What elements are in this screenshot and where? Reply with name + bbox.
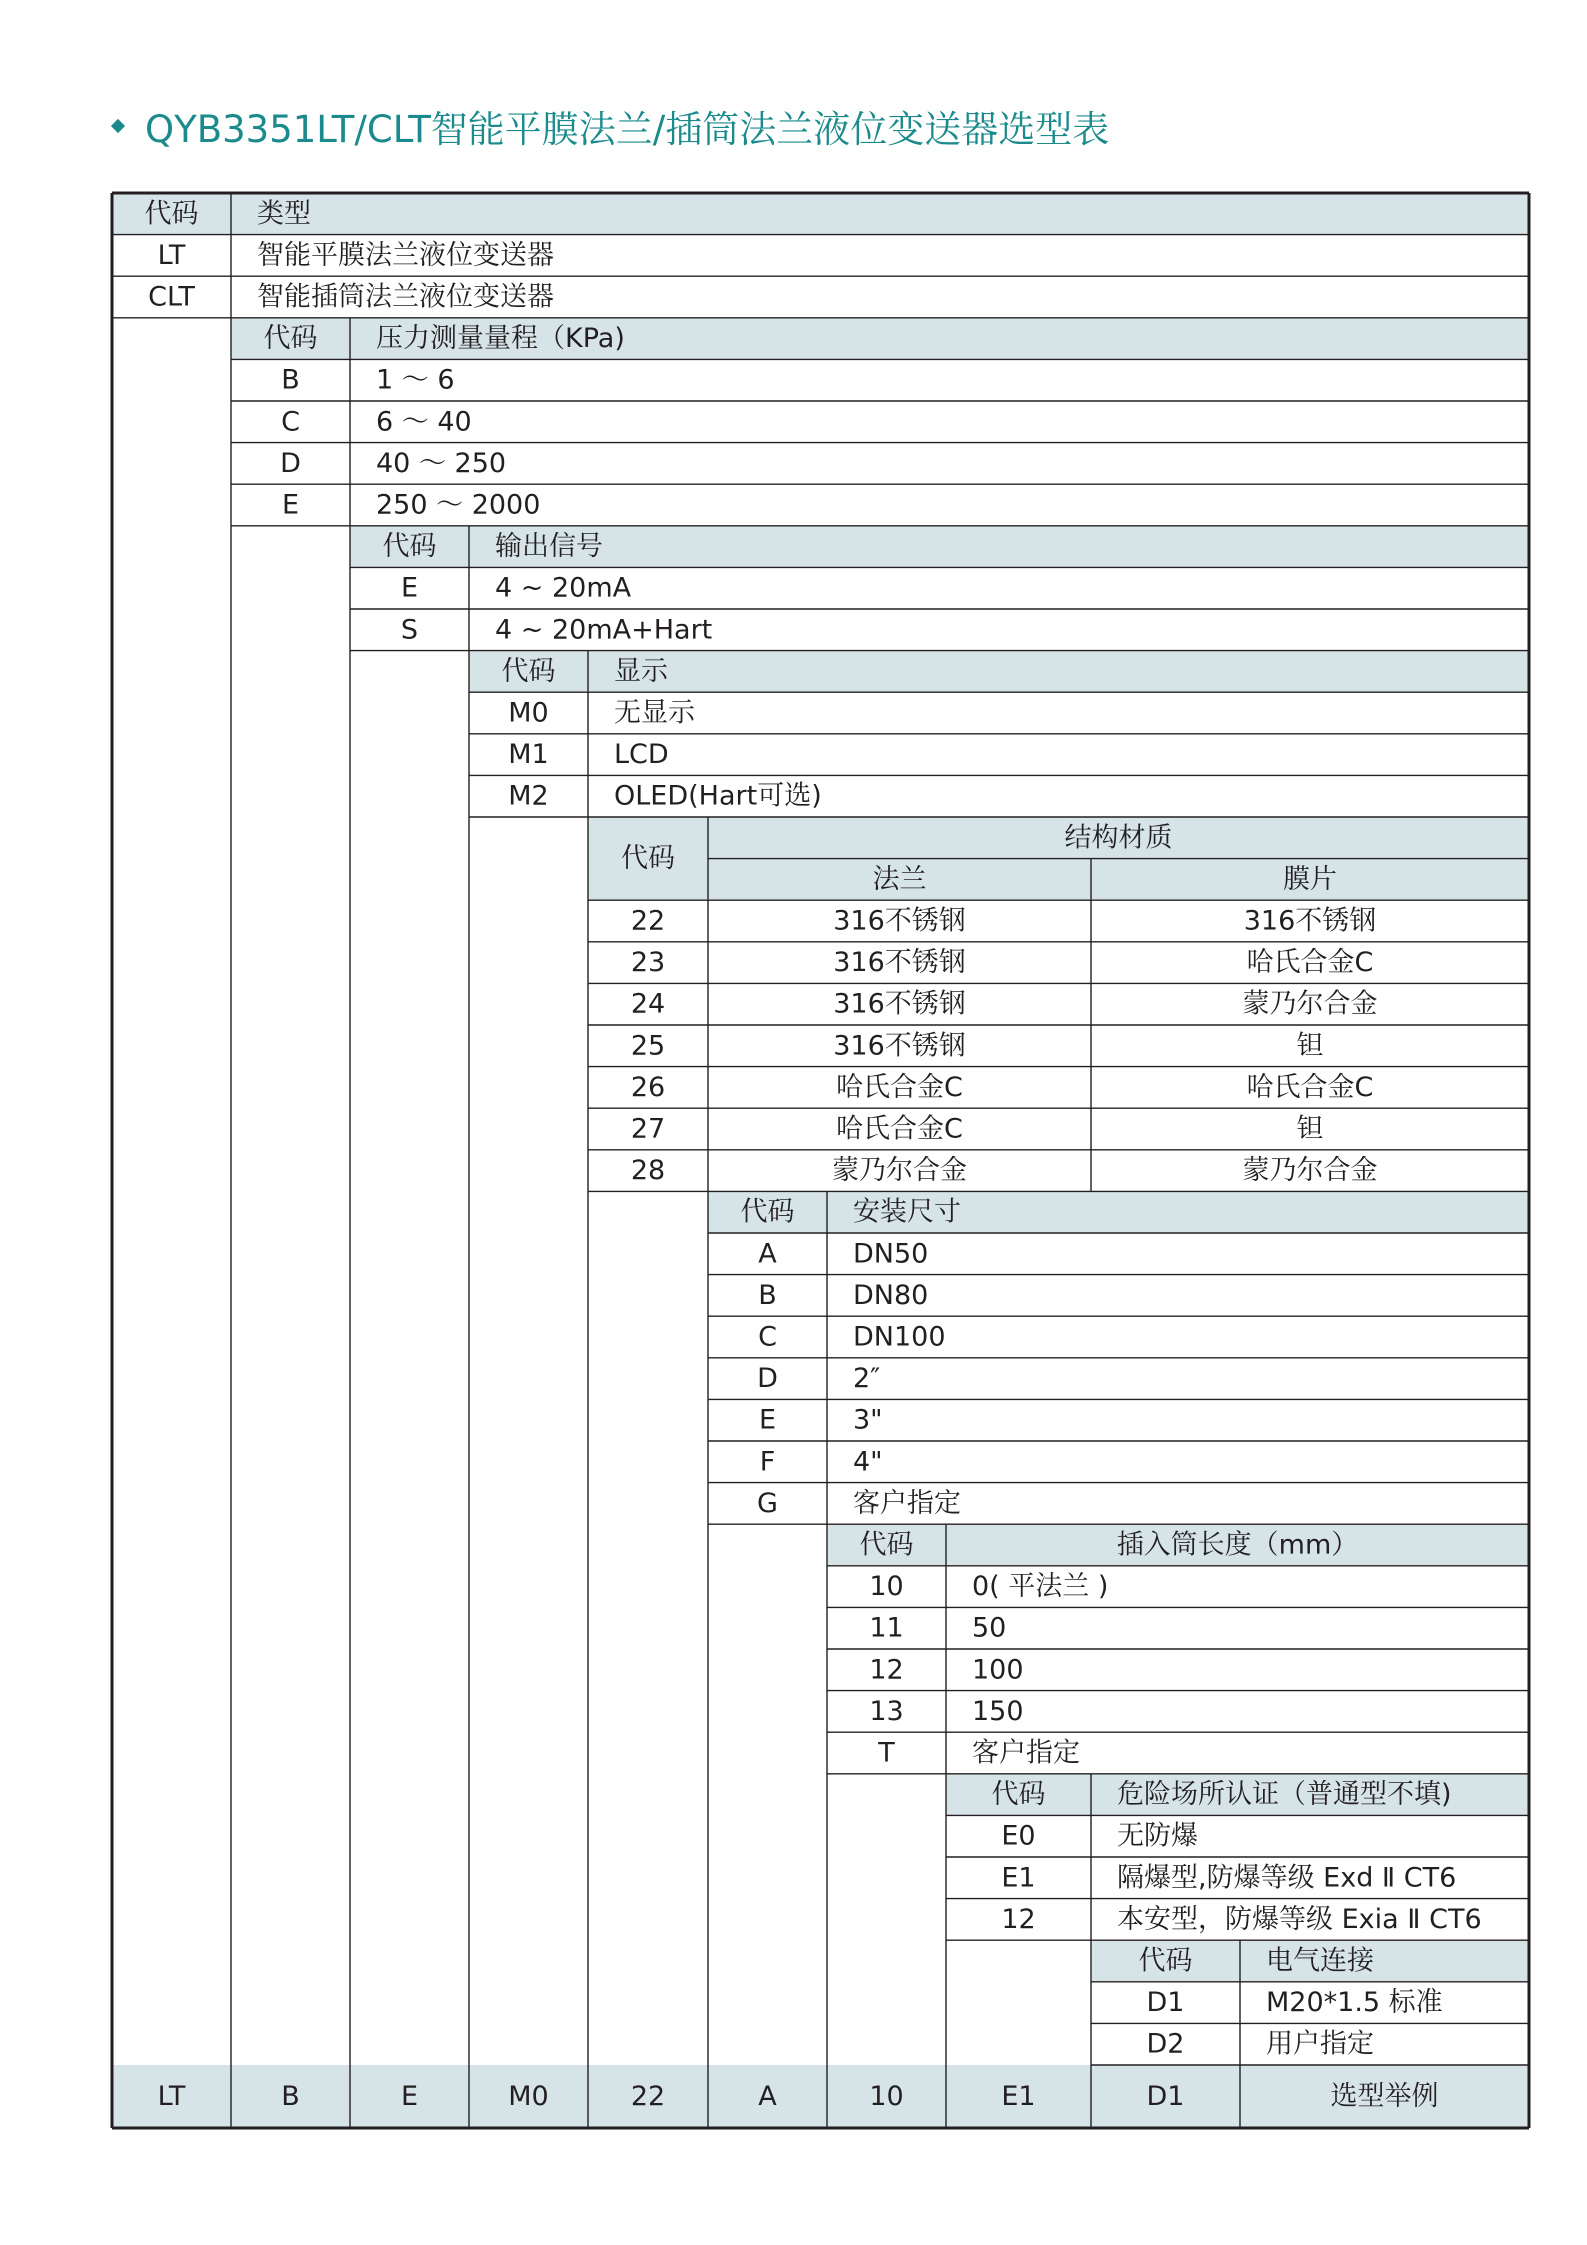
header-label: 输出信号 bbox=[495, 531, 603, 563]
header-code: 代码 bbox=[144, 198, 199, 230]
row-code: D bbox=[280, 447, 301, 479]
row-value: 客户指定 bbox=[853, 1487, 961, 1519]
row-value: 本安型，防爆等级 Exia Ⅱ CT6 bbox=[1117, 1903, 1482, 1935]
header-fill bbox=[112, 193, 1529, 235]
row-code: A bbox=[758, 1238, 777, 1270]
header-code: 代码 bbox=[859, 1529, 914, 1561]
row-value: 隔爆型,防爆等级 Exd Ⅱ CT6 bbox=[1117, 1862, 1457, 1894]
row-flange: 哈氏合金C bbox=[836, 1113, 963, 1145]
row-value: 4" bbox=[853, 1446, 883, 1478]
row-code: S bbox=[400, 614, 419, 646]
row-value: 用户指定 bbox=[1266, 2028, 1374, 2060]
row-value: 4 ~ 20mA+Hart bbox=[495, 614, 713, 646]
header-label: 危险场所认证（普通型不填) bbox=[1117, 1779, 1452, 1811]
row-diaphragm: 哈氏合金C bbox=[1246, 947, 1374, 979]
example-cell: 10 bbox=[869, 2081, 904, 2112]
example-cell: E bbox=[400, 2081, 419, 2112]
row-code: CLT bbox=[148, 281, 195, 313]
example-cell: E1 bbox=[1001, 2081, 1036, 2112]
row-value: 100 bbox=[972, 1654, 1024, 1686]
row-value: 无显示 bbox=[614, 697, 695, 729]
row-value: OLED(Hart可选) bbox=[614, 780, 822, 812]
row-code: 25 bbox=[630, 1030, 666, 1062]
row-value: 3" bbox=[853, 1404, 883, 1436]
row-value: 0( 平法兰 ) bbox=[972, 1571, 1109, 1603]
row-code: E bbox=[281, 489, 300, 521]
header-group: 结构材质 bbox=[1064, 822, 1173, 854]
row-code: C bbox=[758, 1321, 777, 1353]
row-code: 26 bbox=[630, 1071, 666, 1103]
row-value: 1 ～ 6 bbox=[376, 364, 455, 396]
header-code: 代码 bbox=[1138, 1945, 1193, 1977]
header-fill bbox=[708, 1191, 1529, 1233]
row-value: M20*1.5 标准 bbox=[1266, 1987, 1443, 2019]
row-flange: 316不锈钢 bbox=[833, 905, 966, 937]
row-flange: 316不锈钢 bbox=[833, 947, 966, 979]
row-value: 无防爆 bbox=[1117, 1820, 1198, 1852]
row-code: D bbox=[757, 1363, 778, 1395]
header-label: 显示 bbox=[614, 655, 668, 687]
row-code: 10 bbox=[869, 1571, 904, 1603]
row-value: 智能插筒法兰液位变送器 bbox=[257, 281, 554, 313]
row-code: D1 bbox=[1146, 1987, 1185, 2019]
row-flange: 316不锈钢 bbox=[833, 1030, 966, 1062]
header-code: 代码 bbox=[382, 531, 437, 563]
row-value: DN50 bbox=[853, 1238, 929, 1270]
row-code: B bbox=[758, 1279, 777, 1311]
row-code: LT bbox=[157, 239, 186, 271]
header-label: 安装尺寸 bbox=[853, 1196, 961, 1228]
example-cell: B bbox=[281, 2081, 300, 2112]
header-code: 代码 bbox=[740, 1196, 795, 1228]
row-flange: 蒙乃尔合金 bbox=[832, 1155, 967, 1187]
row-value: 150 bbox=[972, 1695, 1024, 1727]
row-code: T bbox=[878, 1737, 895, 1769]
example-cell: 选型举例 bbox=[1330, 2081, 1439, 2112]
row-code: E bbox=[758, 1404, 777, 1436]
row-diaphragm: 316不锈钢 bbox=[1243, 905, 1377, 937]
row-value: 4 ~ 20mA bbox=[495, 572, 632, 604]
row-code: 27 bbox=[630, 1113, 666, 1145]
row-code: E0 bbox=[1001, 1820, 1036, 1852]
page-title-text: QYB3351LT/CLT智能平膜法兰/插筒法兰液位变送器选型表 bbox=[145, 108, 1110, 151]
row-code: 24 bbox=[630, 988, 666, 1020]
example-cell: LT bbox=[157, 2081, 186, 2112]
row-value: 250 ～ 2000 bbox=[376, 489, 541, 521]
row-code: 23 bbox=[630, 947, 666, 979]
example-cell: M0 bbox=[508, 2081, 549, 2112]
example-cell: D1 bbox=[1146, 2081, 1185, 2112]
row-diaphragm: 哈氏合金C bbox=[1246, 1071, 1374, 1103]
row-code: C bbox=[281, 406, 300, 438]
row-code: B bbox=[281, 364, 300, 396]
row-value: 6 ～ 40 bbox=[376, 406, 472, 438]
row-flange: 哈氏合金C bbox=[836, 1071, 963, 1103]
row-value: 2″ bbox=[853, 1363, 881, 1395]
row-code: 12 bbox=[1001, 1903, 1036, 1935]
row-code: D2 bbox=[1146, 2028, 1185, 2060]
header-label: 类型 bbox=[257, 198, 311, 230]
row-value: LCD bbox=[614, 739, 669, 771]
row-value: 50 bbox=[972, 1612, 1007, 1644]
row-code: E bbox=[400, 572, 419, 604]
row-value: 智能平膜法兰液位变送器 bbox=[257, 239, 554, 271]
example-cell: A bbox=[758, 2081, 777, 2112]
row-code: E1 bbox=[1001, 1862, 1036, 1894]
row-code: 28 bbox=[630, 1155, 666, 1187]
header-fill bbox=[112, 2065, 1529, 2128]
row-code: 11 bbox=[869, 1612, 904, 1644]
row-code: 22 bbox=[630, 905, 666, 937]
header-label: 电气连接 bbox=[1266, 1945, 1374, 1977]
row-code: M1 bbox=[508, 739, 549, 771]
header-label: 插入筒长度（mm） bbox=[1116, 1529, 1359, 1561]
row-diaphragm: 蒙乃尔合金 bbox=[1242, 988, 1378, 1020]
row-code: M2 bbox=[508, 780, 549, 812]
row-diaphragm: 蒙乃尔合金 bbox=[1242, 1155, 1378, 1187]
row-value: DN80 bbox=[853, 1279, 929, 1311]
row-value: 40 ～ 250 bbox=[376, 447, 507, 479]
row-flange: 316不锈钢 bbox=[833, 988, 966, 1020]
row-code: G bbox=[757, 1487, 778, 1519]
row-diaphragm: 钽 bbox=[1296, 1030, 1324, 1062]
header-flange: 法兰 bbox=[872, 863, 927, 895]
row-value: 客户指定 bbox=[972, 1737, 1080, 1769]
header-code: 代码 bbox=[991, 1779, 1046, 1811]
header-label: 压力测量量程（KPa) bbox=[376, 323, 625, 355]
header-code: 代码 bbox=[263, 323, 318, 355]
header-diaphragm: 膜片 bbox=[1283, 863, 1337, 895]
header-code: 代码 bbox=[621, 843, 675, 875]
row-code: 12 bbox=[869, 1654, 904, 1686]
row-value: DN100 bbox=[853, 1321, 946, 1353]
row-code: 13 bbox=[869, 1695, 904, 1727]
example-cell: 22 bbox=[630, 2081, 666, 2112]
header-code: 代码 bbox=[501, 655, 556, 687]
row-diaphragm: 钽 bbox=[1296, 1113, 1324, 1145]
row-code: M0 bbox=[508, 697, 549, 729]
row-code: F bbox=[759, 1446, 776, 1478]
